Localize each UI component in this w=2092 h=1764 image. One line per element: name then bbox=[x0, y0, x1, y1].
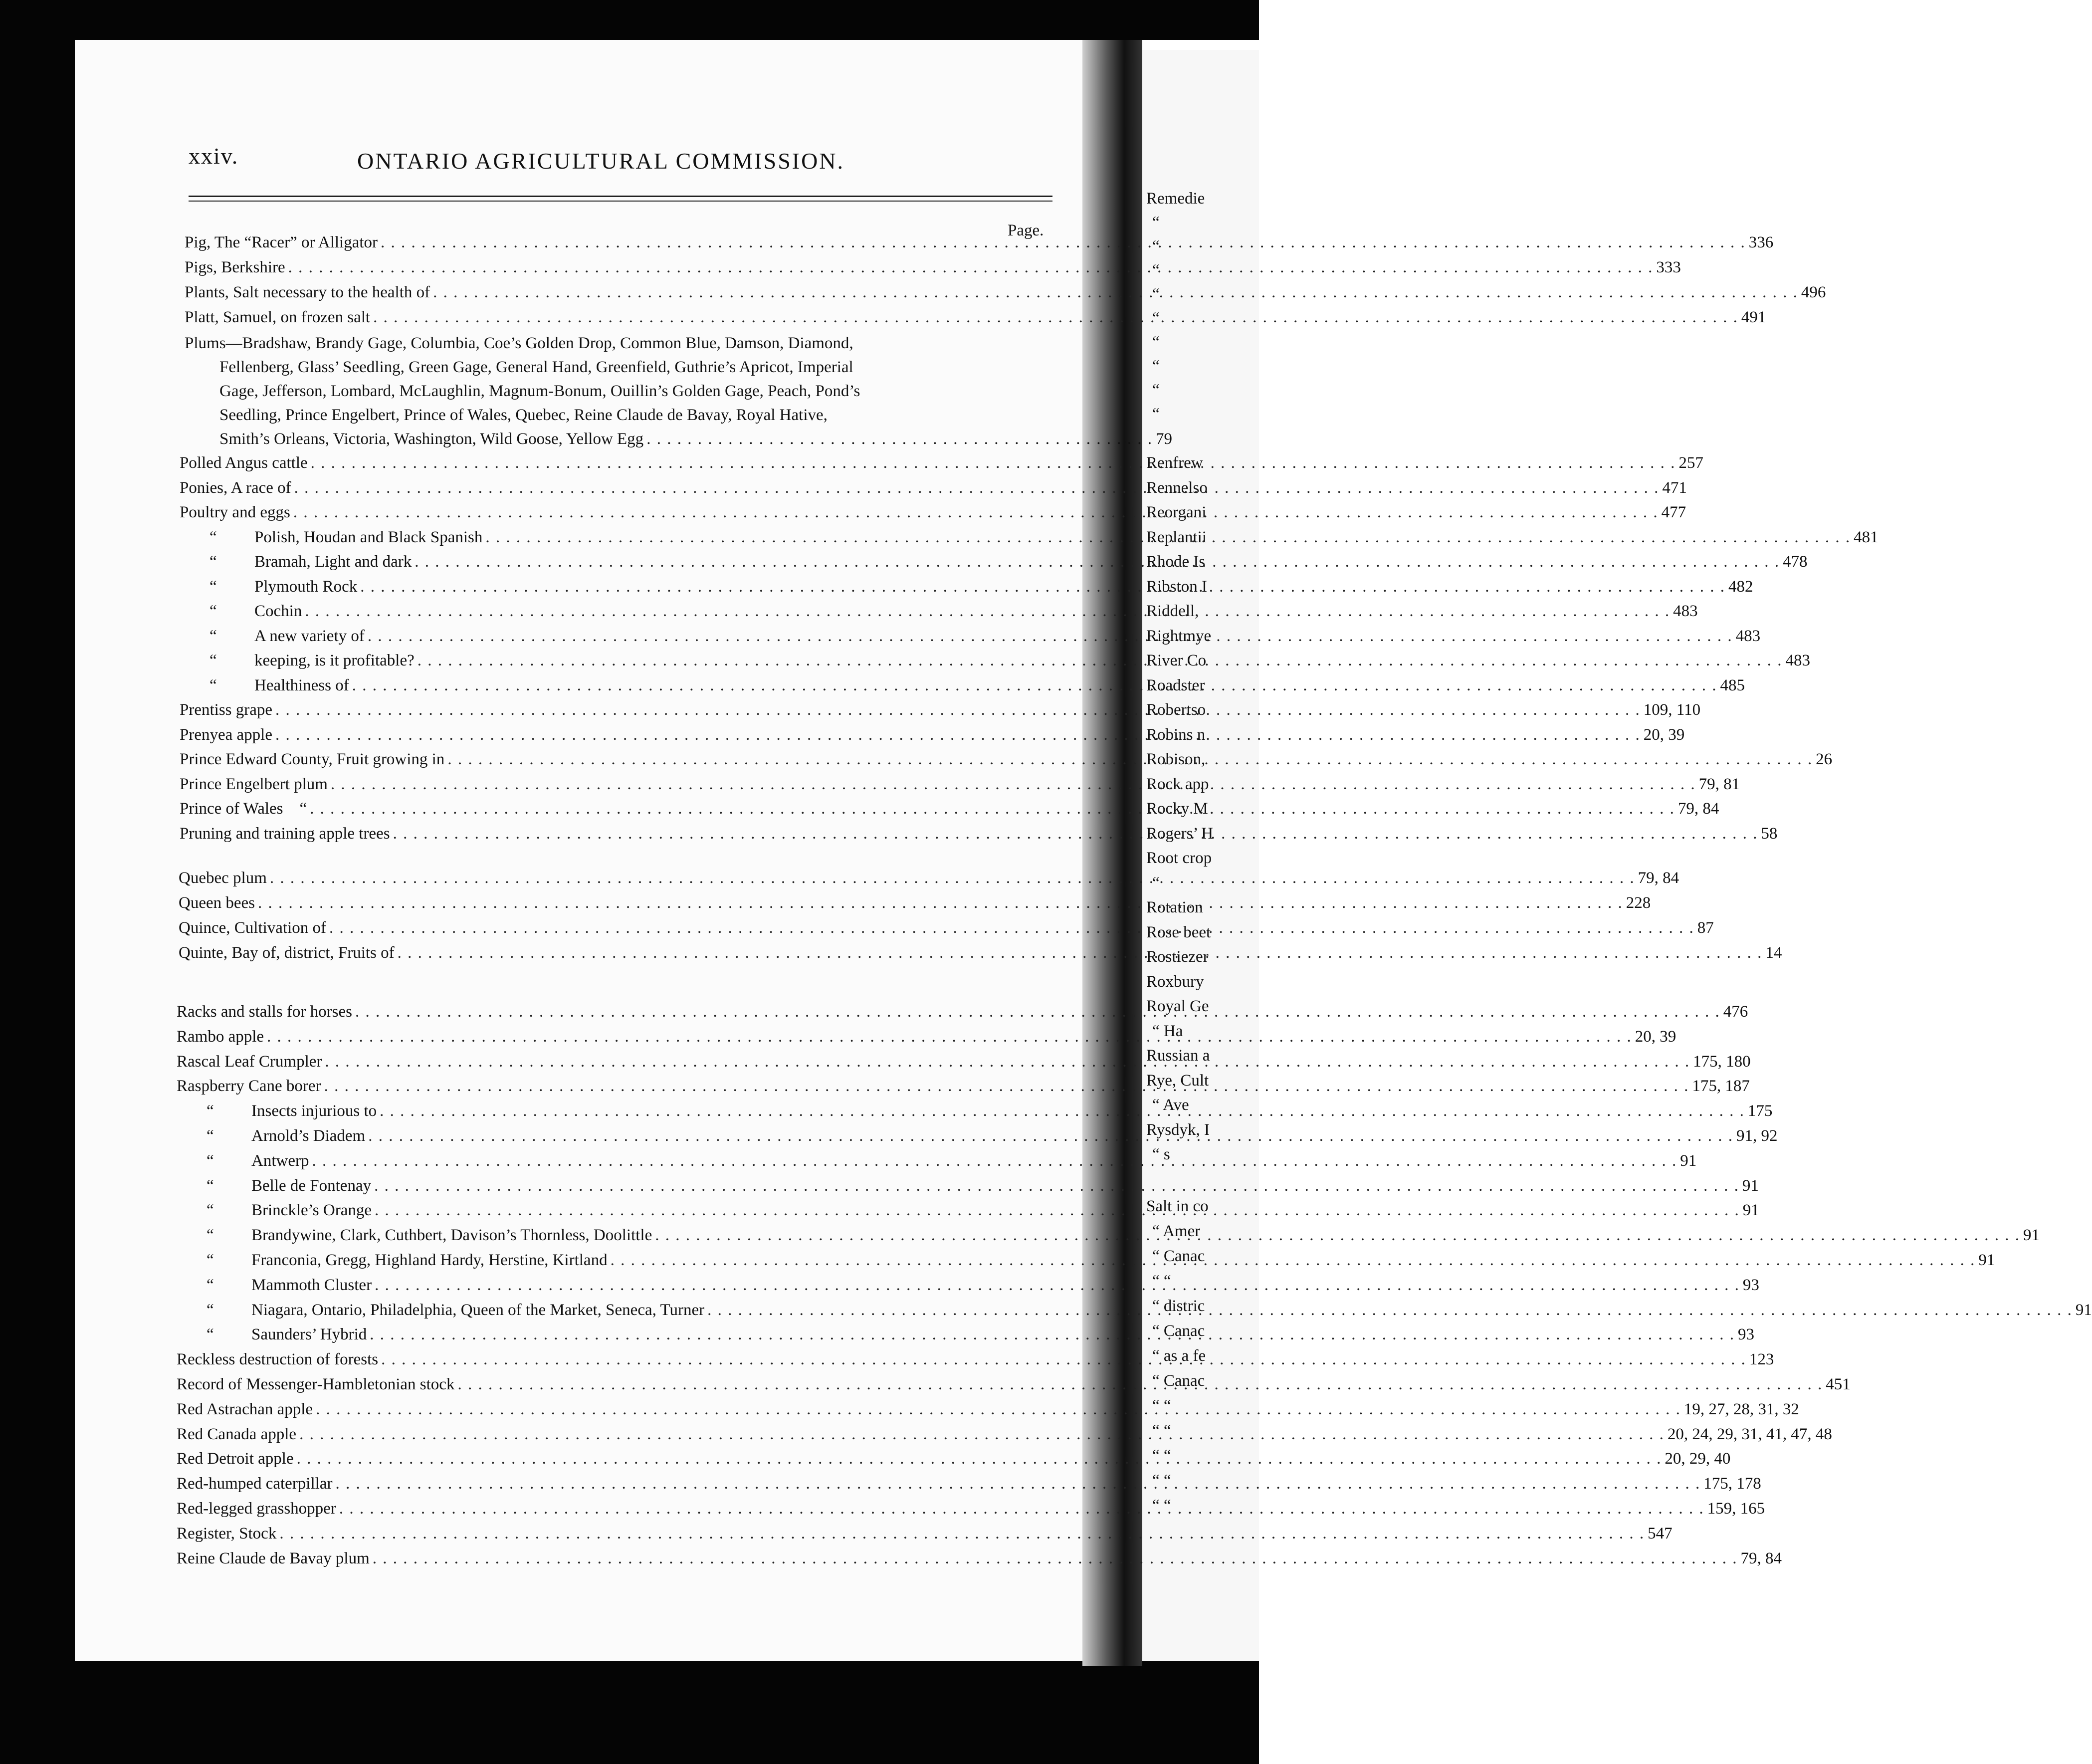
scan-border-left bbox=[0, 0, 75, 1764]
entry-label: Pruning and training apple trees bbox=[180, 824, 390, 843]
plums-line: Seedling, Prince Engelbert, Prince of Wales, Quebec, Reine Claude de Bavay, Royal Hative, bbox=[219, 406, 828, 424]
entry-label: Prince of Wales “ bbox=[180, 800, 307, 818]
facing-page-fragment: Roadster bbox=[1146, 676, 1205, 694]
facing-page-fragment: “ bbox=[1152, 333, 1160, 351]
entry-label: Reine Claude de Bavay plum bbox=[177, 1549, 370, 1567]
leader-dots: . . . . . . . . . . . . . . . . . . . . . . . . . . . . . . . . . . . . . . . . . . . . . . . . . . bbox=[646, 430, 1153, 448]
entry-label: Platt, Samuel, on frozen salt bbox=[185, 308, 371, 326]
facing-page-fragment: “ bbox=[1152, 261, 1160, 279]
facing-page-fragment: Rhode Is bbox=[1146, 553, 1206, 571]
entry-label: Red Canada apple bbox=[177, 1425, 297, 1443]
leader-dots bbox=[329, 919, 1694, 937]
entry-text: Cochin bbox=[254, 602, 302, 620]
entry-label: Ponies, A race of bbox=[180, 478, 291, 497]
entry-label bbox=[180, 553, 412, 571]
facing-page-fragment: “ bbox=[1152, 285, 1160, 303]
facing-page-fragment: Rye, Cult bbox=[1146, 1071, 1209, 1090]
leader-dots bbox=[312, 1152, 1677, 1170]
leader-dots bbox=[373, 308, 1738, 327]
leader-dots bbox=[368, 627, 1733, 646]
leader-dots bbox=[433, 283, 1798, 302]
entry-page: 481 bbox=[1854, 528, 1879, 546]
facing-page-fragment: “ “ bbox=[1152, 1447, 1171, 1465]
entry-label bbox=[177, 1251, 608, 1270]
facing-page-fragment: Robison, bbox=[1146, 750, 1206, 768]
entry-page: 159, 165 bbox=[1707, 1500, 1765, 1518]
facing-page-fragment: Rightmye bbox=[1146, 627, 1212, 645]
entry-page: 19, 27, 28, 31, 32 bbox=[1683, 1400, 1799, 1418]
leader-dots bbox=[355, 1003, 1720, 1021]
scan-border-bottom bbox=[0, 1661, 1259, 1764]
plums-line-last bbox=[185, 427, 1172, 451]
index-entry bbox=[177, 1524, 1673, 1548]
entry-text: Plymouth Rock bbox=[254, 577, 358, 596]
entry-label: Raspberry Cane borer bbox=[177, 1077, 321, 1096]
entry-label: Plants, Salt necessary to the health of bbox=[185, 283, 430, 301]
entry-page: 79, 84 bbox=[1677, 800, 1719, 818]
facing-page-fragment: Root crop bbox=[1146, 849, 1212, 867]
entry-page: 91 bbox=[2075, 1301, 2092, 1319]
entry-page: 79, 84 bbox=[1638, 869, 1679, 887]
leader-dots bbox=[485, 528, 1851, 547]
index-entry bbox=[177, 1400, 1799, 1424]
entry-page: 26 bbox=[1816, 750, 1833, 768]
ditto-mark: “ bbox=[207, 1301, 214, 1319]
facing-page-fragment: Robins n bbox=[1146, 725, 1206, 744]
facing-page-fragment: Rotation bbox=[1146, 898, 1203, 916]
entry-text: Arnold’s Diadem bbox=[251, 1127, 366, 1145]
entry-page: 476 bbox=[1723, 1003, 1748, 1021]
facing-page-fragment: Russian a bbox=[1146, 1047, 1210, 1065]
entry-page: 20, 24, 29, 31, 41, 47, 48 bbox=[1667, 1425, 1832, 1443]
leader-dots bbox=[297, 1450, 1662, 1468]
index-entry bbox=[177, 1549, 1782, 1573]
index-entry bbox=[185, 233, 1774, 257]
ditto-mark: “ bbox=[207, 1127, 214, 1145]
index-entry bbox=[177, 1450, 1731, 1474]
entry-label bbox=[177, 1201, 372, 1220]
entry-label bbox=[180, 602, 302, 621]
entry-label bbox=[180, 676, 349, 695]
ditto-mark: “ bbox=[209, 602, 217, 620]
entry-label: Red-legged grasshopper bbox=[177, 1500, 336, 1518]
entry-page: 87 bbox=[1697, 919, 1714, 937]
entry-label bbox=[177, 1152, 309, 1170]
plums-line: Smith’s Orleans, Victoria, Washington, Wild Goose, Yellow Egg bbox=[219, 430, 644, 448]
entry-label bbox=[177, 1226, 652, 1245]
leader-dots bbox=[293, 503, 1659, 522]
leader-dots bbox=[316, 1400, 1681, 1419]
leader-dots bbox=[258, 894, 1623, 912]
entry-label: Quince, Cultivation of bbox=[179, 919, 327, 937]
leader-dots bbox=[393, 825, 1758, 843]
entry-label: Pigs, Berkshire bbox=[185, 258, 285, 276]
entry-page: 483 bbox=[1785, 652, 1810, 669]
entry-label bbox=[177, 1301, 704, 1320]
plums-entry bbox=[185, 331, 1172, 451]
entry-page: 483 bbox=[1735, 627, 1761, 645]
entry-text: Belle de Fontenay bbox=[251, 1176, 372, 1195]
entry-page: 14 bbox=[1765, 944, 1782, 962]
entry-label bbox=[177, 1276, 372, 1295]
leader-dots bbox=[370, 1325, 1735, 1344]
facing-page-fragment: Rocky M bbox=[1146, 800, 1208, 818]
entry-page: 451 bbox=[1826, 1375, 1851, 1393]
entry-page: 228 bbox=[1626, 894, 1651, 912]
facing-page-fragment: Reorgani bbox=[1146, 503, 1207, 521]
entry-text: A new variety of bbox=[254, 627, 365, 645]
entry-label: Prince Engelbert plum bbox=[180, 775, 328, 793]
entry-page: 491 bbox=[1741, 308, 1766, 326]
entry-page: 257 bbox=[1678, 454, 1703, 472]
header-rule-top bbox=[189, 196, 1052, 197]
leader-dots bbox=[398, 944, 1763, 962]
leader-dots bbox=[447, 750, 1813, 769]
entry-label bbox=[180, 627, 365, 646]
leader-dots bbox=[415, 553, 1780, 571]
entry-label bbox=[180, 528, 482, 547]
facing-page-fragment: “ bbox=[1152, 237, 1160, 255]
entry-page: 547 bbox=[1648, 1524, 1673, 1543]
leader-dots bbox=[288, 258, 1654, 277]
leader-dots bbox=[352, 676, 1717, 695]
facing-page-fragment: “ as a fe bbox=[1152, 1347, 1206, 1365]
leader-dots bbox=[374, 1177, 1739, 1195]
index-entry bbox=[177, 1500, 1765, 1524]
entry-page: 91, 92 bbox=[1736, 1127, 1778, 1145]
entry-page: 482 bbox=[1728, 577, 1753, 596]
leader-dots bbox=[707, 1301, 2073, 1320]
entry-page: 483 bbox=[1673, 602, 1698, 620]
entry-text: Brinckle’s Orange bbox=[251, 1201, 372, 1220]
facing-page-fragment: “ bbox=[1152, 309, 1160, 327]
entry-page: 485 bbox=[1720, 676, 1745, 694]
facing-page-fragment: “ “ bbox=[1152, 1397, 1171, 1415]
ditto-mark: “ bbox=[209, 676, 217, 694]
leader-dots bbox=[299, 1425, 1665, 1444]
facing-page-fragment: “ s bbox=[1152, 1145, 1170, 1163]
scan-border-top bbox=[0, 0, 1259, 40]
index-entry bbox=[177, 1151, 1697, 1176]
facing-page-fragment: “ “ bbox=[1152, 1497, 1171, 1515]
facing-page-fragment: “ bbox=[1152, 214, 1160, 231]
index-entry bbox=[185, 258, 1681, 282]
facing-page-fragment: “ bbox=[1152, 357, 1160, 375]
facing-page-fragment: Rennelso bbox=[1146, 478, 1208, 497]
ditto-mark: “ bbox=[207, 1251, 214, 1269]
leader-dots bbox=[324, 1077, 1689, 1096]
entry-label bbox=[180, 578, 357, 596]
index-entry bbox=[179, 869, 1679, 893]
ditto-mark: “ bbox=[207, 1176, 214, 1195]
leader-dots bbox=[310, 800, 1675, 818]
ditto-mark: “ bbox=[207, 1201, 214, 1220]
plums-line: Plums—Bradshaw, Brandy Gage, Columbia, Coe’s Golden Drop, Common Blue, Damson, Diamond, bbox=[185, 334, 853, 352]
entry-page: 109, 110 bbox=[1643, 701, 1701, 719]
facing-page-fragment: “ Canac bbox=[1152, 1322, 1205, 1340]
leader-dots bbox=[279, 1525, 1645, 1543]
entry-page: 333 bbox=[1656, 258, 1681, 276]
entry-label: Racks and stalls for horses bbox=[177, 1003, 352, 1021]
entry-text: Saunders’ Hybrid bbox=[251, 1325, 367, 1344]
plums-line: Gage, Jefferson, Lombard, McLaughlin, Magnum-Bonum, Ouillin’s Golden Gage, Peach, Pond’s bbox=[219, 382, 860, 400]
facing-page-fragment: Rose beet bbox=[1146, 923, 1211, 941]
entry-text: Brandywine, Clark, Cuthbert, Davison’s Thornless, Doolittle bbox=[251, 1226, 652, 1245]
page-column-label: Page. bbox=[1008, 221, 1044, 239]
index-entry bbox=[185, 283, 1826, 307]
entry-label bbox=[177, 1127, 365, 1145]
entry-label: Queen bees bbox=[179, 894, 255, 912]
entry-label: Record of Messenger-Hambletonian stock bbox=[177, 1375, 455, 1393]
entry-label: Reckless destruction of forests bbox=[177, 1350, 379, 1369]
facing-page-fragment: “ distric bbox=[1152, 1297, 1205, 1315]
entry-label: Red Astrachan apple bbox=[177, 1400, 313, 1418]
ditto-mark: “ bbox=[207, 1276, 214, 1294]
entry-label: Quinte, Bay of, district, Fruits of bbox=[179, 944, 395, 962]
facing-page-fragment: Ribston I bbox=[1146, 577, 1207, 596]
leader-dots bbox=[335, 1475, 1700, 1493]
ditto-mark: “ bbox=[207, 1226, 214, 1245]
entry-page: 91 bbox=[2023, 1226, 2040, 1245]
leader-dots bbox=[294, 479, 1660, 497]
entry-text: keeping, is it profitable? bbox=[254, 652, 415, 669]
entry-label: Rascal Leaf Crumpler bbox=[177, 1052, 322, 1071]
entry-page: 496 bbox=[1801, 283, 1826, 301]
entry-page: 175, 187 bbox=[1692, 1077, 1750, 1096]
facing-page-fragment: Riddell, bbox=[1146, 602, 1199, 620]
leader-dots bbox=[375, 1276, 1740, 1295]
leader-dots bbox=[305, 602, 1670, 621]
entry-page: 477 bbox=[1661, 503, 1686, 521]
facing-page-fragment: “ Amer bbox=[1152, 1222, 1201, 1240]
facing-page-fragment: Royal Ge bbox=[1146, 997, 1209, 1015]
ditto-mark: “ bbox=[207, 1102, 214, 1120]
facing-page-fragment: “ bbox=[1152, 405, 1160, 423]
facing-page-fragment: Rock app bbox=[1146, 775, 1209, 793]
facing-page-fragment: “ “ bbox=[1152, 1272, 1171, 1290]
entry-label: Red Detroit apple bbox=[177, 1450, 294, 1468]
index-entry bbox=[177, 1276, 1759, 1300]
entry-page: 91 bbox=[1742, 1176, 1759, 1195]
leader-dots bbox=[331, 775, 1696, 794]
entry-text: Polish, Houdan and Black Spanish bbox=[254, 528, 483, 546]
leader-dots bbox=[267, 1028, 1632, 1046]
facing-page-fragment: Rysdyk, I bbox=[1146, 1120, 1210, 1139]
leader-dots bbox=[270, 869, 1635, 887]
entry-label bbox=[180, 652, 415, 670]
facing-page-fragment: Rogers’ H bbox=[1146, 824, 1214, 843]
entry-page: 58 bbox=[1761, 824, 1778, 843]
facing-page-fragment: Renfrew bbox=[1146, 454, 1203, 472]
facing-page-fragment: River Co bbox=[1146, 652, 1207, 669]
leader-dots bbox=[381, 1350, 1746, 1369]
entry-page: 478 bbox=[1783, 553, 1808, 571]
index-entry bbox=[185, 308, 1766, 332]
entry-page: 79, 81 bbox=[1698, 775, 1740, 793]
leader-dots bbox=[360, 578, 1725, 596]
facing-page-fragment: “ Canac bbox=[1152, 1247, 1205, 1265]
entry-page: 93 bbox=[1738, 1325, 1755, 1344]
entry-page: 20, 39 bbox=[1635, 1027, 1676, 1046]
entry-text: Healthiness of bbox=[254, 676, 349, 694]
facing-page-fragment: “ bbox=[1152, 874, 1160, 892]
entry-text: Bramah, Light and dark bbox=[254, 553, 412, 571]
ditto-mark: “ bbox=[209, 528, 217, 546]
entry-page: 93 bbox=[1742, 1276, 1759, 1294]
entry-page: 91 bbox=[1680, 1151, 1697, 1170]
header-rule-bottom bbox=[189, 201, 1052, 202]
leader-dots bbox=[457, 1375, 1823, 1394]
entry-page: 79, 84 bbox=[1740, 1549, 1782, 1567]
entry-page: 175 bbox=[1747, 1102, 1773, 1120]
leader-dots bbox=[375, 1201, 1740, 1220]
entry-label: Prentiss grape bbox=[180, 701, 273, 719]
page-numeral: xxiv. bbox=[189, 143, 239, 169]
facing-page-fragment: “ bbox=[1152, 381, 1160, 399]
facing-page-fragment: “ Canac bbox=[1152, 1372, 1205, 1390]
entry-label: Polled Angus cattle bbox=[180, 454, 308, 472]
facing-page-fragment: Robertso bbox=[1146, 701, 1206, 719]
entry-page: 175, 180 bbox=[1693, 1052, 1751, 1071]
entry-text: Insects injurious to bbox=[251, 1102, 377, 1120]
ditto-mark: “ bbox=[209, 652, 217, 669]
entry-page: 20, 29, 40 bbox=[1665, 1450, 1731, 1468]
plums-line: Fellenberg, Glass’ Seedling, Green Gage, General Hand, Greenfield, Guthrie’s Apricot, Imperial bbox=[219, 358, 853, 376]
facing-page-fragment: Replantii bbox=[1146, 528, 1207, 546]
leader-dots bbox=[373, 1549, 1738, 1568]
entry-text: Antwerp bbox=[251, 1151, 309, 1170]
leader-dots bbox=[611, 1251, 1976, 1270]
leader-dots bbox=[368, 1127, 1733, 1145]
facing-page-fragment: Salt in co bbox=[1146, 1197, 1209, 1215]
facing-page-fragment: Rostiezer bbox=[1146, 948, 1209, 966]
ditto-mark: “ bbox=[207, 1325, 214, 1344]
leader-dots bbox=[325, 1053, 1690, 1071]
entry-label bbox=[177, 1325, 367, 1344]
entry-label: Prince Edward County, Fruit growing in bbox=[180, 750, 445, 768]
entry-label: Red-humped caterpillar bbox=[177, 1475, 333, 1493]
entry-page: 91 bbox=[1742, 1201, 1759, 1220]
entry-page: 175, 178 bbox=[1703, 1475, 1761, 1493]
facing-page-fragment: Remedie bbox=[1146, 190, 1205, 208]
leader-dots bbox=[380, 1102, 1745, 1120]
leader-dots bbox=[381, 233, 1746, 252]
entry-label: Quebec plum bbox=[179, 869, 267, 887]
entry-label: Register, Stock bbox=[177, 1524, 277, 1543]
leader-dots bbox=[418, 652, 1783, 670]
facing-page-fragment: “ “ bbox=[1152, 1472, 1171, 1490]
index-entry bbox=[177, 1425, 1832, 1449]
entry-page: 20, 39 bbox=[1643, 725, 1685, 744]
entry-label: Poultry and eggs bbox=[180, 503, 290, 521]
running-title: ONTARIO AGRICULTURAL COMMISSION. bbox=[357, 148, 845, 174]
entry-page: 123 bbox=[1749, 1350, 1774, 1369]
facing-page-fragment: “ “ bbox=[1152, 1422, 1171, 1440]
leader-dots bbox=[339, 1500, 1704, 1518]
leader-dots bbox=[655, 1226, 2020, 1245]
ditto-mark: “ bbox=[209, 553, 217, 571]
entry-label bbox=[177, 1102, 377, 1120]
facing-page-fragment: Roxbury bbox=[1146, 972, 1204, 991]
entry-page: 336 bbox=[1748, 233, 1774, 251]
entry-text: Niagara, Ontario, Philadelphia, Queen of the Market, Seneca, Turner bbox=[251, 1301, 705, 1319]
leader-dots bbox=[311, 454, 1676, 472]
entry-text: Franconia, Gregg, Highland Hardy, Herstine, Kirtland bbox=[251, 1251, 608, 1269]
entry-label: Rambo apple bbox=[177, 1027, 264, 1046]
ditto-mark: “ bbox=[207, 1151, 214, 1170]
ditto-mark: “ bbox=[209, 577, 217, 596]
index-entry bbox=[177, 1176, 1759, 1201]
ditto-mark: “ bbox=[209, 627, 217, 645]
facing-page-fragment: “ Ave bbox=[1152, 1096, 1189, 1114]
entry-label bbox=[177, 1177, 371, 1195]
index-entry bbox=[177, 1475, 1761, 1499]
entry-label: Prenyea apple bbox=[180, 725, 272, 744]
entry-label: Pig, The “Racer” or Alligator bbox=[185, 233, 378, 251]
entry-page: 91 bbox=[1978, 1251, 1995, 1269]
entry-text: Mammoth Cluster bbox=[251, 1276, 372, 1294]
facing-page-fragment: “ Ha bbox=[1152, 1022, 1183, 1040]
plums-page: 79 bbox=[1155, 430, 1172, 448]
leader-dots bbox=[275, 726, 1641, 744]
leader-dots bbox=[275, 701, 1641, 719]
entry-page: 471 bbox=[1662, 478, 1687, 497]
